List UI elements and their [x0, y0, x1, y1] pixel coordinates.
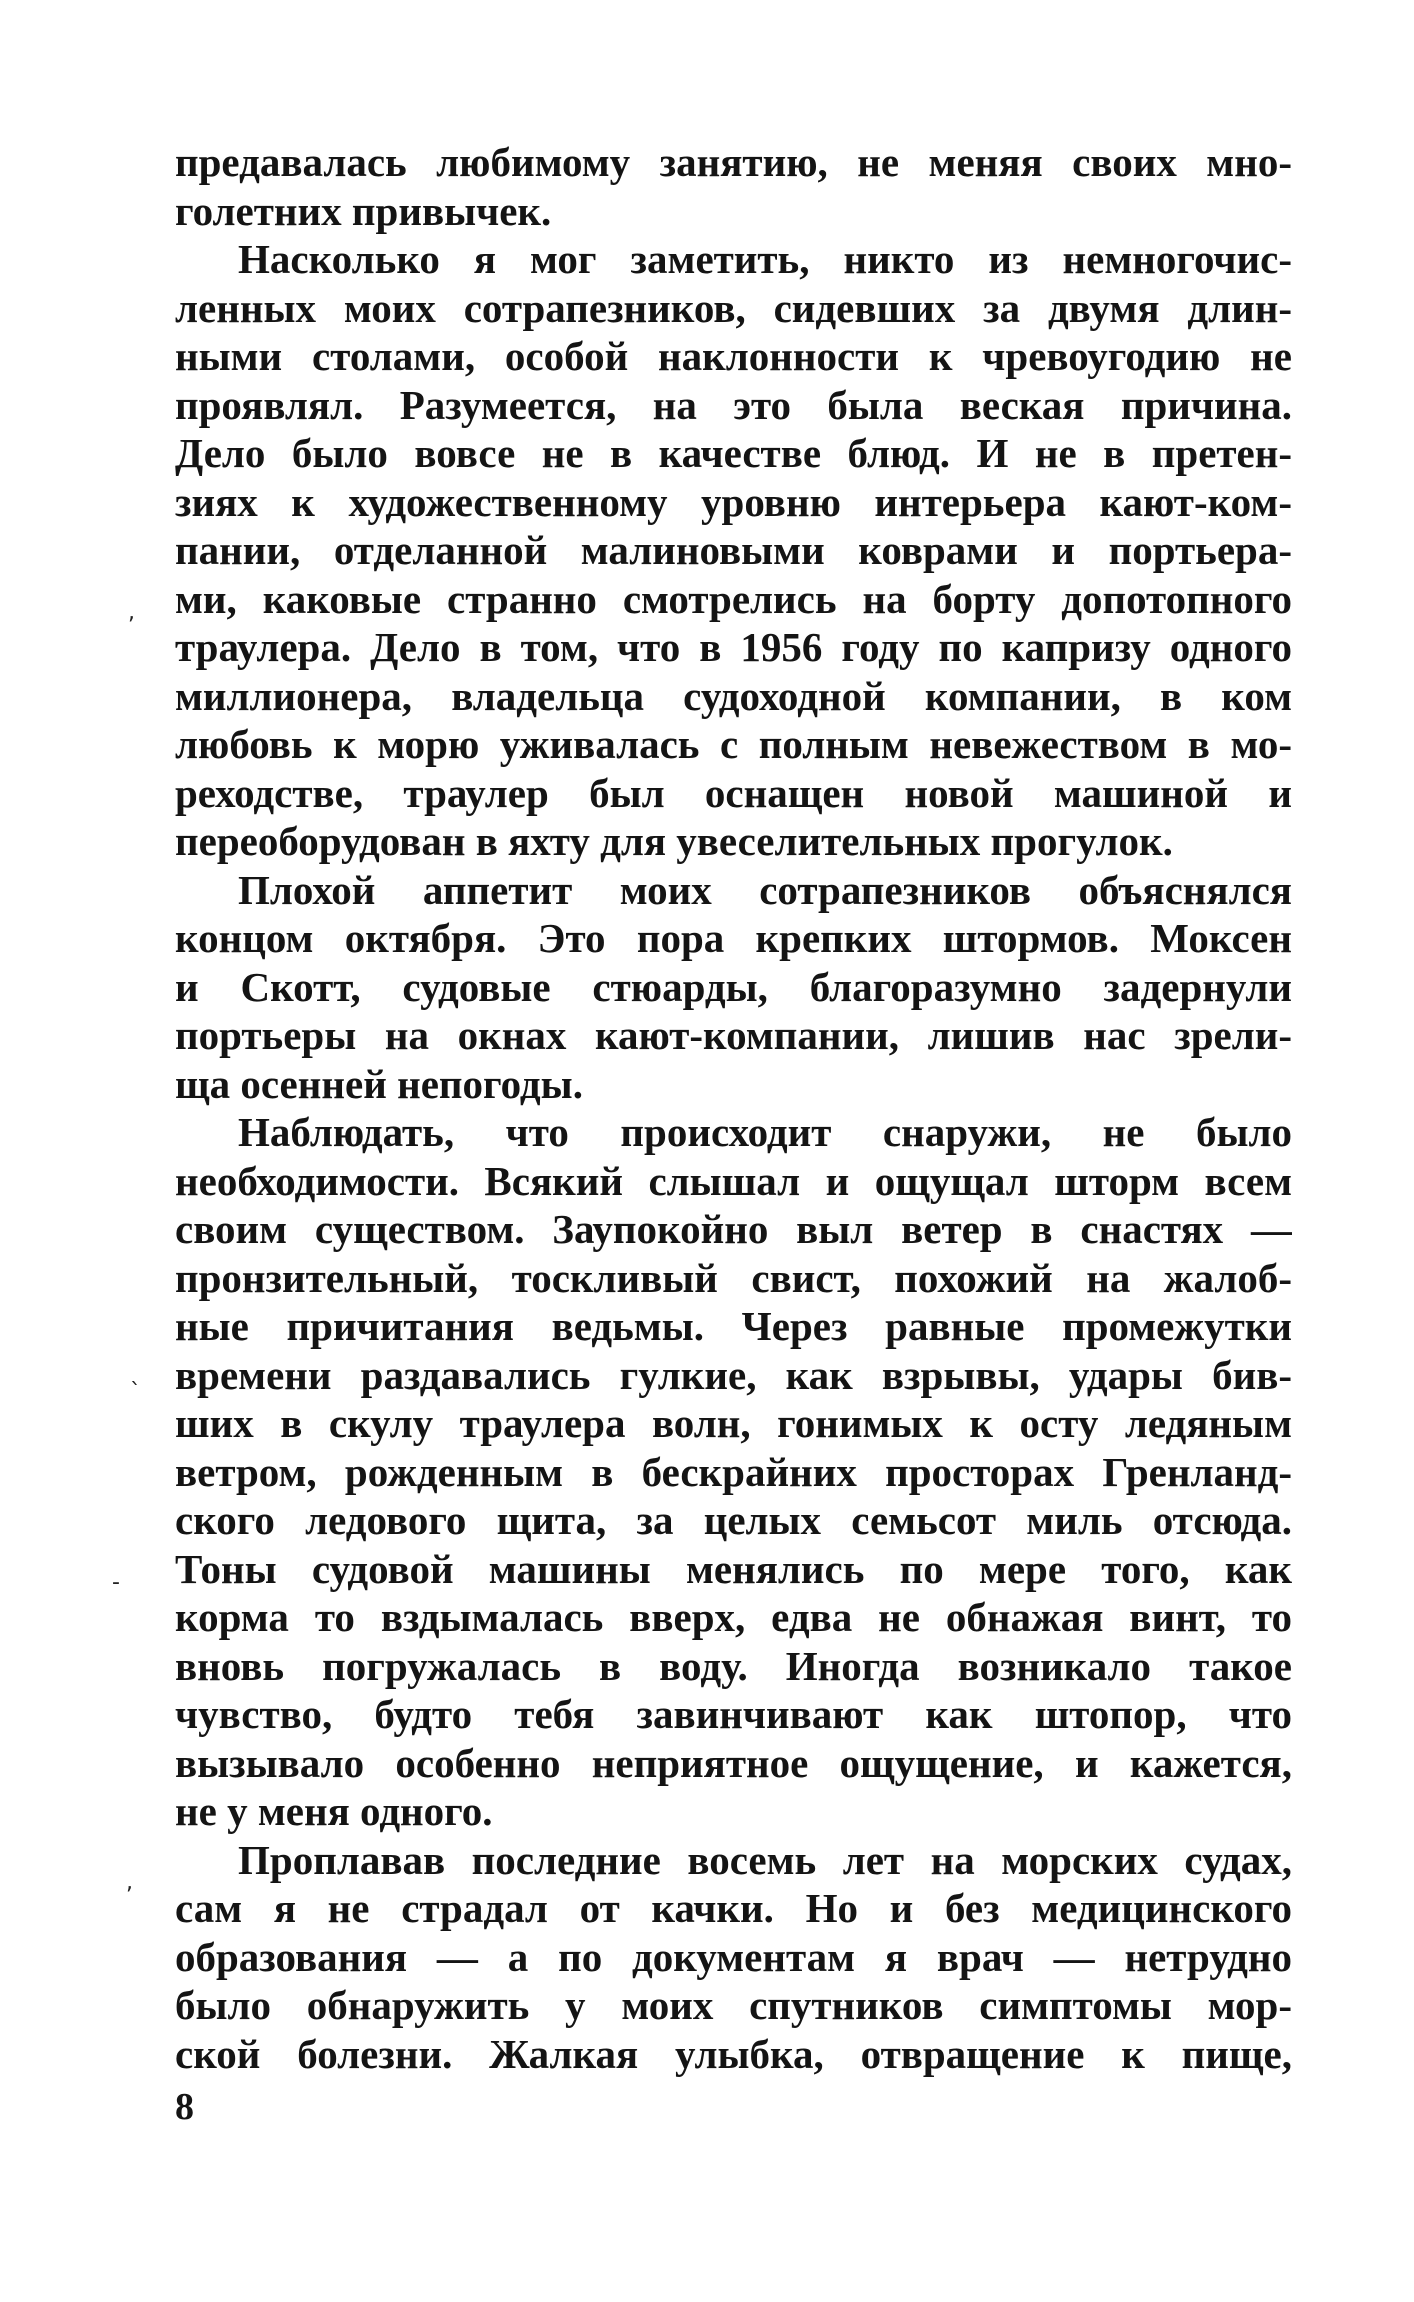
text-line: вызывало особенно неприятное ощущение, и кажется,	[175, 1739, 1292, 1786]
margin-mark: ,	[126, 1870, 133, 1895]
text-line: зиях к художественному уровню интерьера кают-ком-	[175, 478, 1292, 525]
text-line: Насколько я мог заметить, никто из немногочис-	[238, 236, 1292, 282]
paragraph	[175, 1836, 1292, 2079]
body-text	[175, 138, 1292, 2078]
margin-mark: `	[130, 1380, 141, 1405]
text-line: Наблюдать, что происходит снаружи, не было	[238, 1109, 1292, 1155]
text-line: ветром, рожденным в бескрайних просторах Гренланд-	[175, 1448, 1292, 1495]
page-number: 8	[175, 2086, 194, 2128]
text-line: вновь погружалась в воду. Иногда возникало такое	[175, 1642, 1292, 1689]
text-line: портьеры на окнах кают-компании, лишив нас зрели-	[175, 1012, 1292, 1058]
text-line: переоборудован в яхту для увеселительных прогулок.	[175, 818, 1173, 864]
paragraph	[175, 235, 1292, 866]
paragraph	[175, 138, 1292, 235]
text-line: любовь к морю уживалась с полным невежеством в мо-	[175, 721, 1292, 767]
text-line: чувство, будто тебя завинчивают как штопор, что	[175, 1691, 1292, 1737]
text-line: и Скотт, судовые стюарды, благоразумно задернули	[175, 963, 1292, 1010]
margin-mark: ,	[128, 600, 135, 625]
text-line: образования — а по документам я врач — нетрудно	[175, 1933, 1292, 1980]
text-line: ми, каковые странно смотрелись на борту допотопного	[175, 575, 1292, 622]
text-line: ные причитания ведьмы. Через равные промежутки	[175, 1303, 1292, 1349]
text-line: Проплавав последние восемь лет на морских судах,	[238, 1836, 1292, 1883]
text-line: своим существом. Заупокойно выл ветер в снастях —	[175, 1206, 1292, 1252]
text-line: ших в скулу траулера волн, гонимых к осту ледяным	[175, 1400, 1292, 1446]
text-line: пронзительный, тоскливый свист, похожий на жалоб-	[175, 1254, 1292, 1301]
text-line: проявлял. Разумеется, на это была веская причина.	[175, 381, 1292, 428]
text-line: было обнаружить у моих спутников симптомы мор-	[175, 1982, 1292, 2028]
text-line: ского ледового щита, за целых семьсот миль отсюда.	[175, 1497, 1292, 1543]
text-line: корма то вздымалась вверх, едва не обнажая винт, то	[175, 1594, 1292, 1640]
text-line: Плохой аппетит моих сотрапезников объяснялся	[238, 866, 1292, 913]
text-line: ленных моих сотрапезников, сидевших за двумя длин-	[175, 284, 1292, 331]
text-line: миллионера, владельца судоходной компании, в ком	[175, 672, 1292, 719]
text-line: концом октября. Это пора крепких штормов. Моксен	[175, 915, 1292, 961]
text-line: времени раздавались гулкие, как взрывы, удары бив-	[175, 1351, 1292, 1398]
text-line: голетних привычек.	[175, 187, 552, 234]
paragraph	[175, 866, 1292, 1109]
paragraph	[175, 1108, 1292, 1836]
text-line: траулера. Дело в том, что в 1956 году по капризу одного	[175, 624, 1292, 670]
text-line: ща осенней непогоды.	[175, 1060, 583, 1107]
text-line: предавалась любимому занятию, не меняя своих мно-	[175, 139, 1292, 185]
margin-mark: -	[112, 1570, 120, 1595]
text-line: сам я не страдал от качки. Но и без медицинского	[175, 1885, 1292, 1931]
text-line: ными столами, особой наклонности к чревоугодию не	[175, 333, 1292, 379]
text-line: необходимости. Всякий слышал и ощущал шторм всем	[175, 1157, 1292, 1204]
text-line: ской болезни. Жалкая улыбка, отвращение к пище,	[175, 2030, 1292, 2077]
text-line: Тоны судовой машины менялись по мере того, как	[175, 1545, 1292, 1592]
text-line: не у меня одного.	[175, 1788, 493, 1834]
text-line: реходстве, траулер был оснащен новой машиной и	[175, 769, 1292, 816]
text-line: Дело было вовсе не в качестве блюд. И не в претен-	[175, 430, 1292, 476]
text-line: пании, отделанной малиновыми коврами и портьера-	[175, 527, 1292, 573]
